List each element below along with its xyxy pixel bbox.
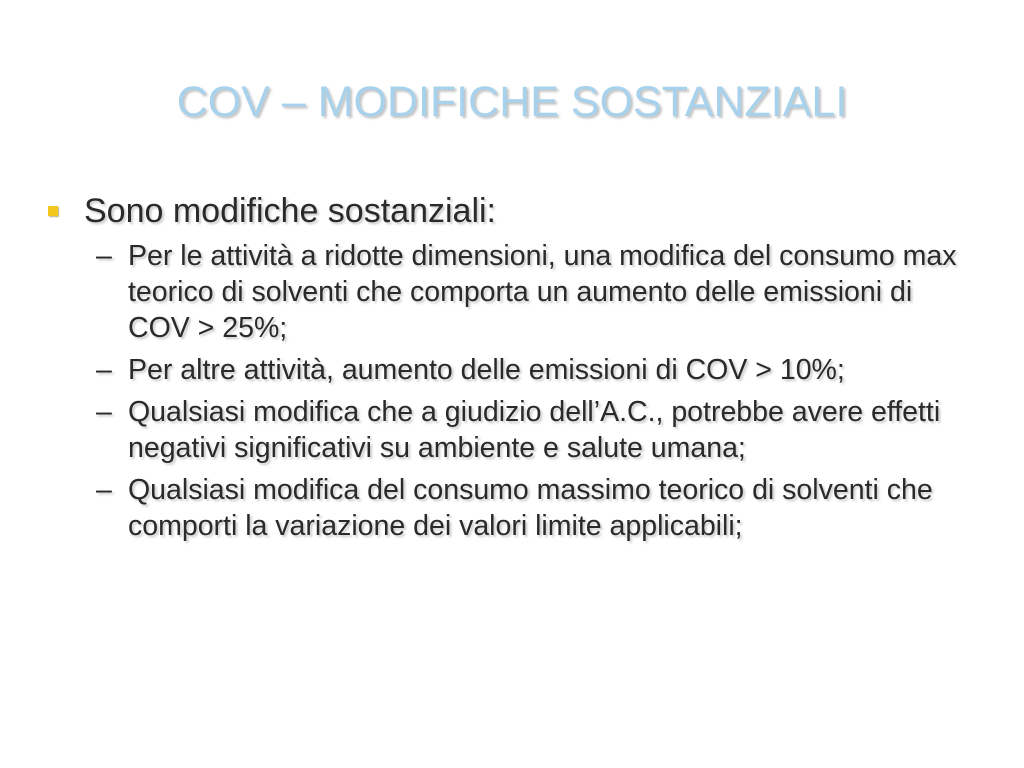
dash-marker: – — [96, 396, 112, 428]
sub-bullet-list — [44, 238, 964, 544]
dash-marker: – — [96, 354, 112, 386]
bullet-text: Sono modifiche sostanziali: — [84, 192, 497, 230]
sub-bullet-item — [44, 394, 958, 466]
bullet-item — [44, 190, 964, 232]
sub-bullet-item — [44, 472, 958, 544]
slide-body — [44, 190, 964, 550]
sub-bullet-text: Per le attività a ridotte dimensioni, una modifica del consumo max teorico di solventi che comporta un aumento delle emissioni di COV > 25%; — [128, 240, 957, 344]
slide-title: COV – MODIFICHE SOSTANZIALI — [176, 78, 848, 126]
dash-marker: – — [96, 240, 112, 272]
sub-bullet-text: Per altre attività, aumento delle emissioni di COV > 10%; — [128, 354, 845, 386]
sub-bullet-item — [44, 352, 958, 388]
sub-bullet-item — [44, 238, 958, 346]
sub-bullet-text: Qualsiasi modifica che a giudizio dell’A.C., potrebbe avere effetti negativi significativi su ambiente e salute umana; — [128, 396, 941, 464]
sub-bullet-text: Qualsiasi modifica del consumo massimo teorico di solventi che comporti la variazione dei valori limite applicabili; — [128, 474, 933, 542]
square-bullet-icon — [48, 206, 58, 216]
dash-marker: – — [96, 474, 112, 506]
